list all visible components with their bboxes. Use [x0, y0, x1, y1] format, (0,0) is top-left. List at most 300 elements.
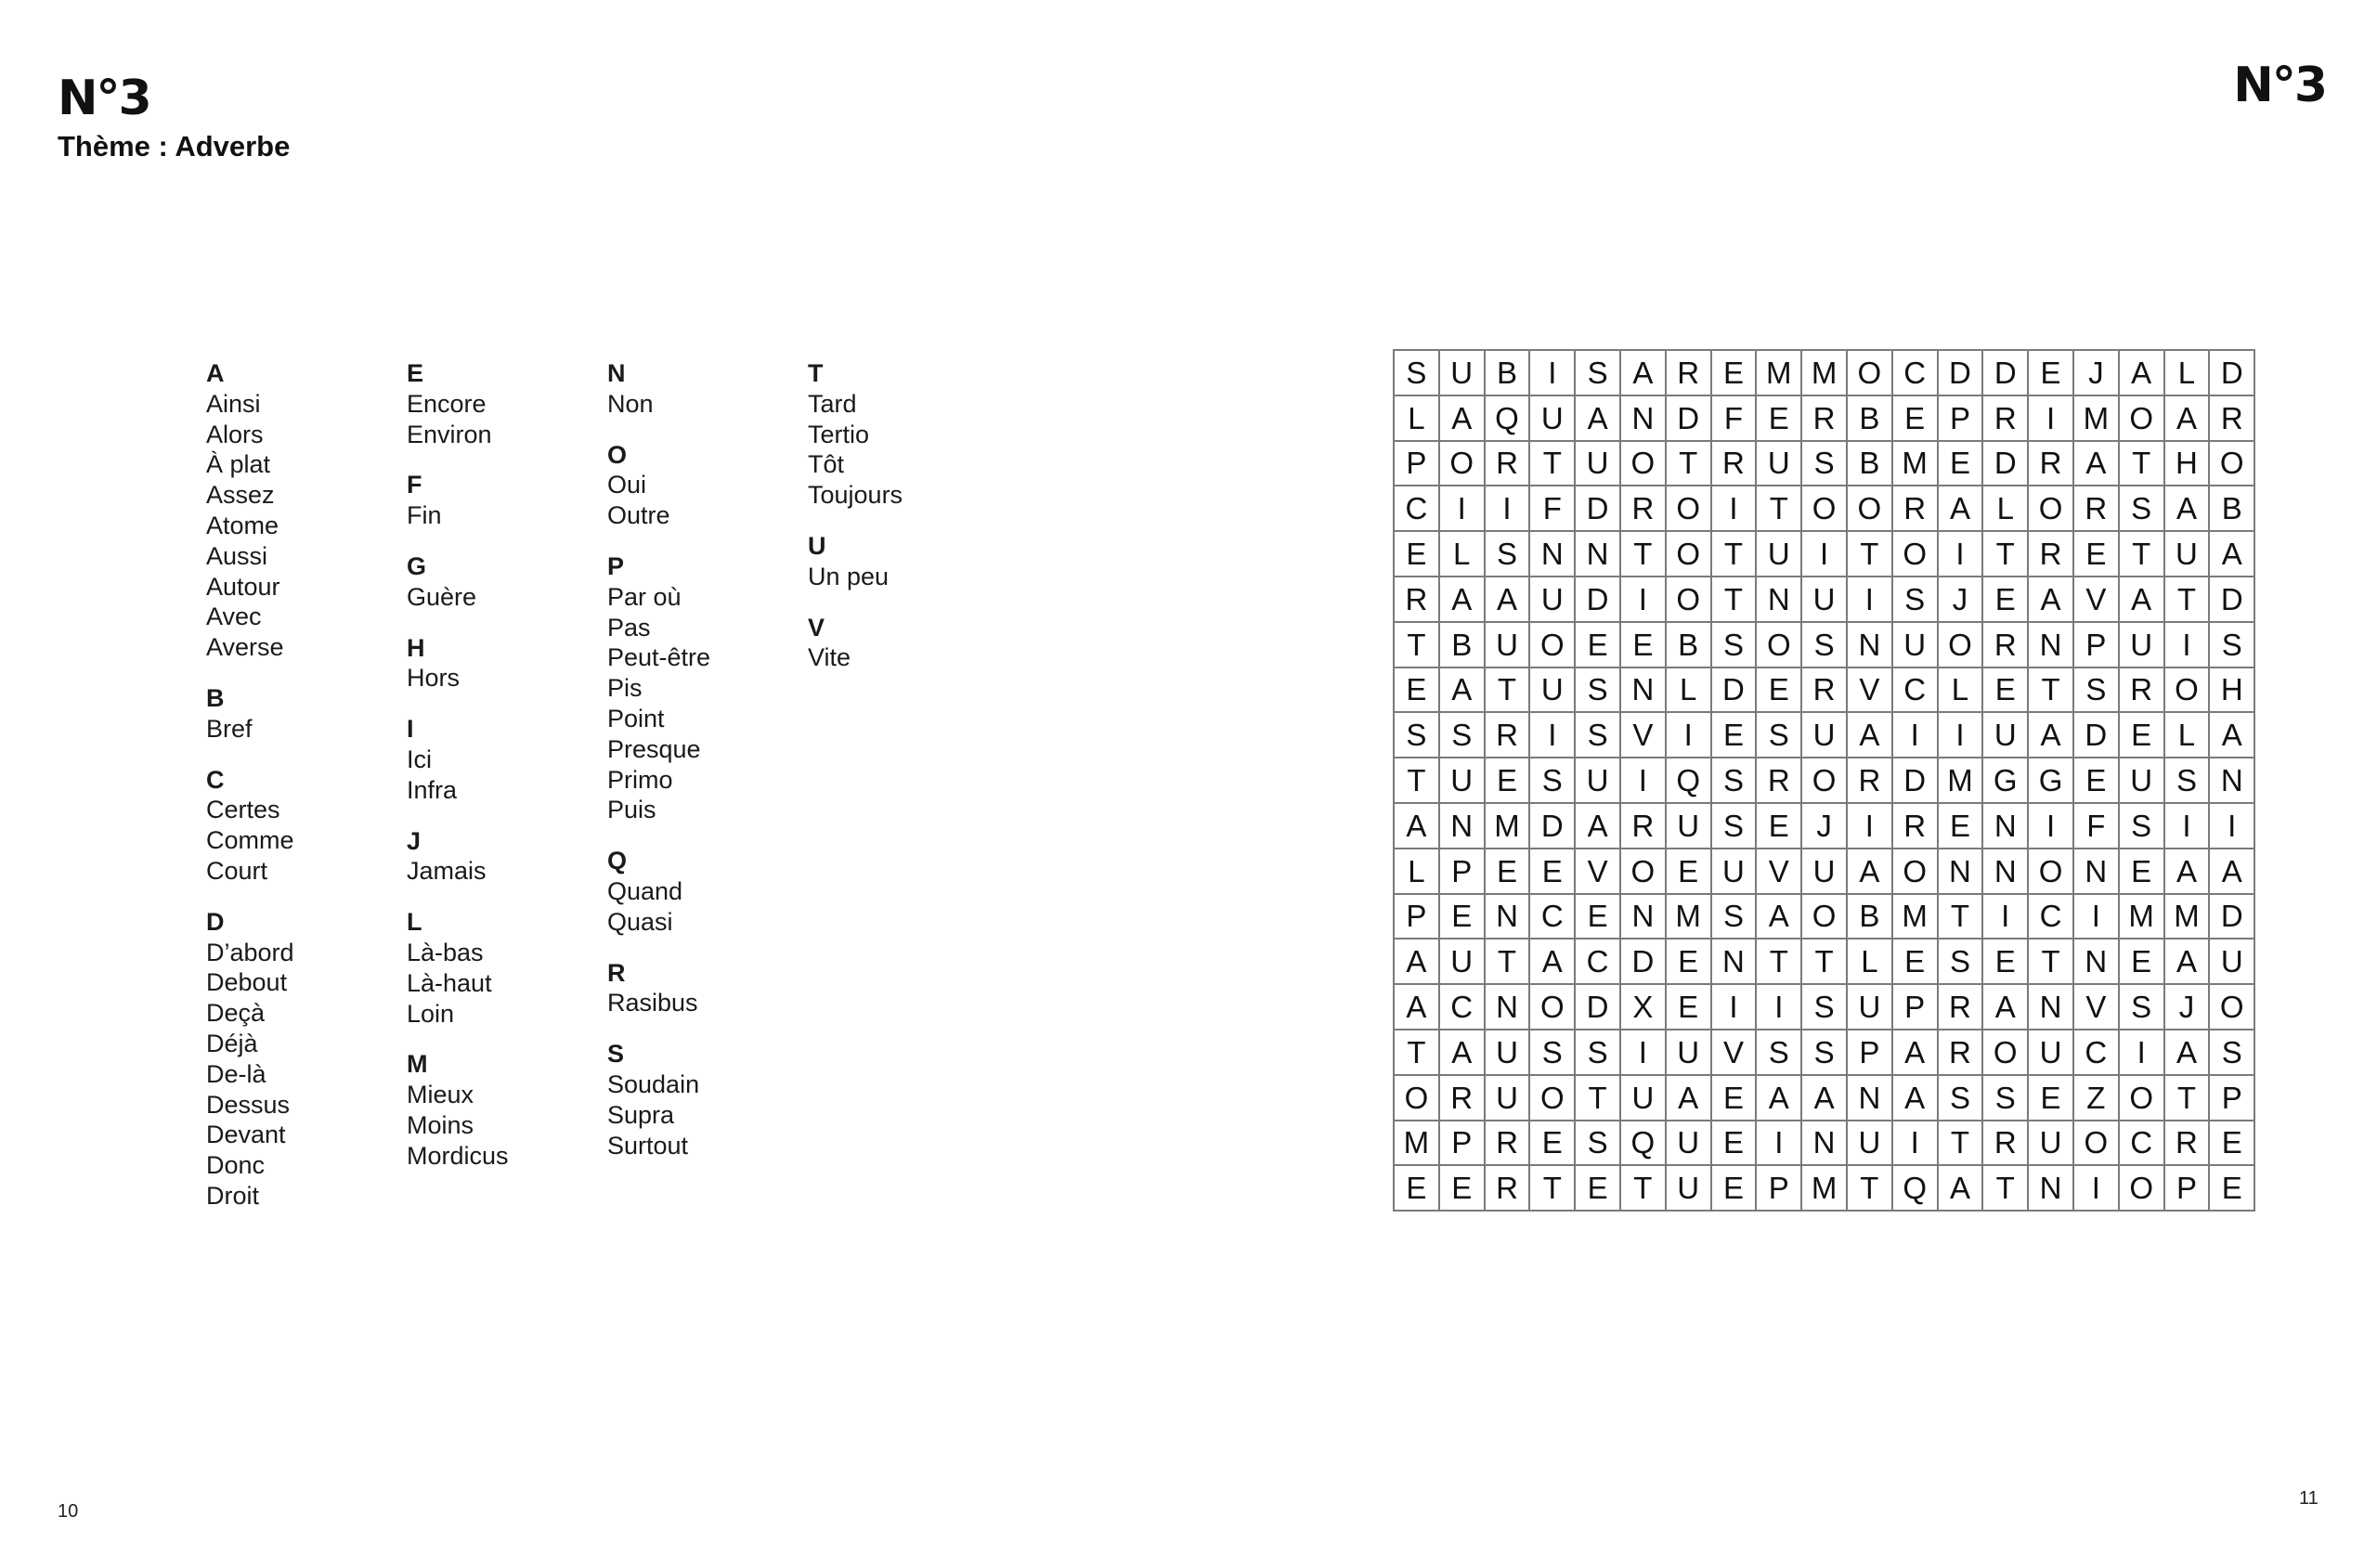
grid-cell[interactable]: V: [1847, 667, 1892, 713]
grid-cell[interactable]: C: [2028, 894, 2073, 940]
grid-cell[interactable]: D: [2209, 894, 2254, 940]
grid-cell[interactable]: E: [1666, 939, 1711, 984]
grid-cell[interactable]: R: [1485, 441, 1530, 486]
grid-cell[interactable]: S: [2164, 758, 2210, 803]
grid-cell[interactable]: T: [2119, 531, 2164, 577]
grid-cell[interactable]: I: [1756, 984, 1801, 1030]
grid-cell[interactable]: I: [1620, 1030, 1666, 1075]
grid-cell[interactable]: S: [1575, 667, 1620, 713]
grid-cell[interactable]: I: [1847, 803, 1892, 849]
grid-cell[interactable]: T: [2028, 939, 2073, 984]
grid-cell[interactable]: E: [1394, 667, 1439, 713]
grid-cell[interactable]: N: [1620, 395, 1666, 441]
grid-cell[interactable]: O: [1439, 441, 1485, 486]
grid-cell[interactable]: P: [2164, 1165, 2210, 1211]
grid-cell[interactable]: R: [1801, 395, 1847, 441]
grid-cell[interactable]: U: [1575, 441, 1620, 486]
grid-cell[interactable]: R: [1485, 712, 1530, 758]
grid-cell[interactable]: E: [1938, 441, 1983, 486]
grid-cell[interactable]: E: [1575, 894, 1620, 940]
grid-cell[interactable]: A: [2028, 577, 2073, 622]
grid-cell[interactable]: U: [2119, 622, 2164, 667]
grid-cell[interactable]: A: [1394, 803, 1439, 849]
grid-cell[interactable]: R: [2164, 1121, 2210, 1166]
grid-cell[interactable]: E: [1529, 1121, 1575, 1166]
grid-cell[interactable]: A: [1485, 577, 1530, 622]
grid-cell[interactable]: U: [1439, 939, 1485, 984]
grid-cell[interactable]: E: [2073, 758, 2119, 803]
grid-cell[interactable]: M: [1666, 894, 1711, 940]
grid-cell[interactable]: U: [1439, 350, 1485, 395]
grid-cell[interactable]: E: [1620, 622, 1666, 667]
grid-cell[interactable]: N: [1847, 1075, 1892, 1121]
grid-cell[interactable]: U: [1666, 1030, 1711, 1075]
grid-cell[interactable]: O: [1801, 894, 1847, 940]
grid-cell[interactable]: B: [2209, 486, 2254, 531]
grid-cell[interactable]: Q: [1485, 395, 1530, 441]
grid-cell[interactable]: N: [2073, 849, 2119, 894]
grid-cell[interactable]: M: [1756, 350, 1801, 395]
grid-cell[interactable]: N: [1938, 849, 1983, 894]
grid-cell[interactable]: E: [1982, 939, 2028, 984]
grid-cell[interactable]: T: [2028, 667, 2073, 713]
grid-cell[interactable]: I: [1666, 712, 1711, 758]
grid-cell[interactable]: E: [1982, 577, 2028, 622]
grid-cell[interactable]: A: [2028, 712, 2073, 758]
grid-cell[interactable]: L: [1439, 531, 1485, 577]
grid-cell[interactable]: H: [2209, 667, 2254, 713]
grid-cell[interactable]: R: [1982, 1121, 2028, 1166]
grid-cell[interactable]: F: [2073, 803, 2119, 849]
grid-cell[interactable]: T: [1575, 1075, 1620, 1121]
grid-cell[interactable]: F: [1711, 395, 1757, 441]
grid-cell[interactable]: R: [1938, 1030, 1983, 1075]
grid-cell[interactable]: I: [1847, 577, 1892, 622]
grid-cell[interactable]: A: [2164, 849, 2210, 894]
grid-cell[interactable]: T: [1620, 531, 1666, 577]
grid-cell[interactable]: V: [1756, 849, 1801, 894]
grid-cell[interactable]: N: [1485, 984, 1530, 1030]
grid-cell[interactable]: P: [1439, 849, 1485, 894]
grid-cell[interactable]: R: [1620, 486, 1666, 531]
grid-cell[interactable]: O: [2028, 849, 2073, 894]
grid-cell[interactable]: M: [2073, 395, 2119, 441]
grid-cell[interactable]: O: [1666, 531, 1711, 577]
grid-cell[interactable]: S: [2119, 803, 2164, 849]
grid-cell[interactable]: V: [2073, 577, 2119, 622]
grid-cell[interactable]: E: [1666, 849, 1711, 894]
grid-cell[interactable]: O: [2119, 1165, 2164, 1211]
grid-cell[interactable]: Q: [1892, 1165, 1938, 1211]
grid-cell[interactable]: A: [1575, 395, 1620, 441]
grid-cell[interactable]: A: [1801, 1075, 1847, 1121]
grid-cell[interactable]: S: [1711, 894, 1757, 940]
grid-cell[interactable]: U: [2028, 1030, 2073, 1075]
grid-cell[interactable]: Q: [1620, 1121, 1666, 1166]
grid-cell[interactable]: D: [1620, 939, 1666, 984]
grid-cell[interactable]: S: [1711, 803, 1757, 849]
grid-cell[interactable]: A: [1847, 712, 1892, 758]
grid-cell[interactable]: L: [1847, 939, 1892, 984]
grid-cell[interactable]: O: [1892, 849, 1938, 894]
grid-cell[interactable]: D: [1575, 984, 1620, 1030]
grid-cell[interactable]: E: [1892, 395, 1938, 441]
grid-cell[interactable]: R: [1801, 667, 1847, 713]
grid-cell[interactable]: R: [2028, 441, 2073, 486]
grid-cell[interactable]: E: [2209, 1165, 2254, 1211]
grid-cell[interactable]: I: [1982, 894, 2028, 940]
grid-cell[interactable]: S: [1575, 1030, 1620, 1075]
grid-cell[interactable]: U: [1620, 1075, 1666, 1121]
grid-cell[interactable]: N: [1847, 622, 1892, 667]
grid-cell[interactable]: N: [1485, 894, 1530, 940]
grid-cell[interactable]: I: [2073, 1165, 2119, 1211]
grid-cell[interactable]: E: [1711, 1121, 1757, 1166]
grid-cell[interactable]: N: [1982, 803, 2028, 849]
grid-cell[interactable]: N: [1439, 803, 1485, 849]
grid-cell[interactable]: R: [2209, 395, 2254, 441]
grid-cell[interactable]: D: [2209, 350, 2254, 395]
grid-cell[interactable]: S: [2209, 622, 2254, 667]
grid-cell[interactable]: E: [1711, 712, 1757, 758]
grid-cell[interactable]: E: [1982, 667, 2028, 713]
grid-cell[interactable]: M: [2119, 894, 2164, 940]
grid-cell[interactable]: N: [1982, 849, 2028, 894]
grid-cell[interactable]: O: [1847, 486, 1892, 531]
grid-cell[interactable]: I: [1620, 758, 1666, 803]
grid-cell[interactable]: U: [1982, 712, 2028, 758]
grid-cell[interactable]: S: [1892, 577, 1938, 622]
grid-cell[interactable]: B: [1847, 894, 1892, 940]
grid-cell[interactable]: O: [1394, 1075, 1439, 1121]
grid-cell[interactable]: E: [2209, 1121, 2254, 1166]
grid-cell[interactable]: T: [1711, 577, 1757, 622]
grid-cell[interactable]: T: [1394, 622, 1439, 667]
grid-cell[interactable]: V: [2073, 984, 2119, 1030]
grid-cell[interactable]: N: [2028, 1165, 2073, 1211]
grid-cell[interactable]: E: [1666, 984, 1711, 1030]
grid-cell[interactable]: L: [2164, 712, 2210, 758]
grid-cell[interactable]: U: [1485, 1075, 1530, 1121]
grid-cell[interactable]: D: [2209, 577, 2254, 622]
grid-cell[interactable]: E: [1938, 803, 1983, 849]
grid-cell[interactable]: T: [2164, 1075, 2210, 1121]
grid-cell[interactable]: S: [1575, 350, 1620, 395]
grid-cell[interactable]: O: [1847, 350, 1892, 395]
grid-cell[interactable]: A: [1575, 803, 1620, 849]
grid-cell[interactable]: U: [2164, 531, 2210, 577]
grid-cell[interactable]: N: [2028, 984, 2073, 1030]
grid-cell[interactable]: E: [1711, 1165, 1757, 1211]
grid-cell[interactable]: V: [1711, 1030, 1757, 1075]
grid-cell[interactable]: I: [1620, 577, 1666, 622]
grid-cell[interactable]: S: [1938, 1075, 1983, 1121]
grid-cell[interactable]: L: [1938, 667, 1983, 713]
grid-cell[interactable]: T: [1756, 486, 1801, 531]
grid-cell[interactable]: E: [1711, 350, 1757, 395]
grid-cell[interactable]: S: [1801, 984, 1847, 1030]
grid-cell[interactable]: E: [2028, 350, 2073, 395]
grid-cell[interactable]: A: [1620, 350, 1666, 395]
grid-cell[interactable]: E: [1439, 894, 1485, 940]
grid-cell[interactable]: S: [1711, 758, 1757, 803]
grid-cell[interactable]: A: [2119, 350, 2164, 395]
grid-cell[interactable]: C: [1892, 350, 1938, 395]
grid-cell[interactable]: T: [1938, 1121, 1983, 1166]
grid-cell[interactable]: P: [1394, 441, 1439, 486]
grid-cell[interactable]: P: [2073, 622, 2119, 667]
grid-cell[interactable]: S: [1982, 1075, 2028, 1121]
grid-cell[interactable]: A: [2164, 486, 2210, 531]
grid-cell[interactable]: A: [2073, 441, 2119, 486]
grid-cell[interactable]: U: [1529, 667, 1575, 713]
grid-cell[interactable]: G: [2028, 758, 2073, 803]
grid-cell[interactable]: P: [1439, 1121, 1485, 1166]
grid-cell[interactable]: O: [1801, 758, 1847, 803]
grid-cell[interactable]: U: [1847, 984, 1892, 1030]
grid-cell[interactable]: T: [1620, 1165, 1666, 1211]
grid-cell[interactable]: N: [2028, 622, 2073, 667]
grid-cell[interactable]: A: [1529, 939, 1575, 984]
grid-cell[interactable]: D: [1575, 577, 1620, 622]
grid-cell[interactable]: O: [2028, 486, 2073, 531]
grid-cell[interactable]: R: [1982, 622, 2028, 667]
grid-cell[interactable]: S: [1756, 1030, 1801, 1075]
grid-cell[interactable]: T: [1847, 1165, 1892, 1211]
grid-cell[interactable]: E: [1756, 667, 1801, 713]
grid-cell[interactable]: O: [1620, 849, 1666, 894]
grid-cell[interactable]: N: [2209, 758, 2254, 803]
grid-cell[interactable]: D: [1529, 803, 1575, 849]
grid-cell[interactable]: R: [2028, 531, 2073, 577]
grid-cell[interactable]: I: [1529, 350, 1575, 395]
grid-cell[interactable]: T: [2119, 441, 2164, 486]
grid-cell[interactable]: T: [1394, 1030, 1439, 1075]
grid-cell[interactable]: U: [2209, 939, 2254, 984]
grid-cell[interactable]: S: [1394, 712, 1439, 758]
grid-cell[interactable]: G: [1982, 758, 2028, 803]
grid-cell[interactable]: D: [1982, 441, 2028, 486]
grid-cell[interactable]: E: [1439, 1165, 1485, 1211]
grid-cell[interactable]: V: [1575, 849, 1620, 894]
grid-cell[interactable]: H: [2164, 441, 2210, 486]
grid-cell[interactable]: S: [1938, 939, 1983, 984]
grid-cell[interactable]: O: [1938, 622, 1983, 667]
grid-cell[interactable]: A: [1439, 1030, 1485, 1075]
grid-cell[interactable]: T: [1847, 531, 1892, 577]
grid-cell[interactable]: A: [1394, 939, 1439, 984]
grid-cell[interactable]: U: [1575, 758, 1620, 803]
grid-cell[interactable]: E: [1892, 939, 1938, 984]
grid-cell[interactable]: A: [1892, 1030, 1938, 1075]
grid-cell[interactable]: I: [2119, 1030, 2164, 1075]
grid-cell[interactable]: B: [1847, 395, 1892, 441]
grid-cell[interactable]: E: [1394, 1165, 1439, 1211]
grid-cell[interactable]: U: [1892, 622, 1938, 667]
grid-cell[interactable]: T: [1666, 441, 1711, 486]
grid-cell[interactable]: N: [1711, 939, 1757, 984]
grid-cell[interactable]: S: [1801, 441, 1847, 486]
grid-cell[interactable]: I: [1485, 486, 1530, 531]
grid-cell[interactable]: B: [1666, 622, 1711, 667]
grid-cell[interactable]: P: [1892, 984, 1938, 1030]
grid-cell[interactable]: I: [2209, 803, 2254, 849]
grid-cell[interactable]: I: [1439, 486, 1485, 531]
grid-cell[interactable]: I: [1529, 712, 1575, 758]
grid-cell[interactable]: U: [1666, 1121, 1711, 1166]
grid-cell[interactable]: S: [1756, 712, 1801, 758]
grid-cell[interactable]: M: [1801, 1165, 1847, 1211]
grid-cell[interactable]: I: [2164, 803, 2210, 849]
grid-cell[interactable]: S: [2119, 486, 2164, 531]
grid-cell[interactable]: N: [1529, 531, 1575, 577]
grid-cell[interactable]: I: [2164, 622, 2210, 667]
grid-cell[interactable]: R: [1756, 758, 1801, 803]
grid-cell[interactable]: M: [1892, 441, 1938, 486]
grid-cell[interactable]: J: [1938, 577, 1983, 622]
grid-cell[interactable]: L: [1394, 395, 1439, 441]
grid-cell[interactable]: N: [1756, 577, 1801, 622]
grid-cell[interactable]: L: [1394, 849, 1439, 894]
grid-cell[interactable]: S: [1439, 712, 1485, 758]
grid-cell[interactable]: T: [1756, 939, 1801, 984]
grid-cell[interactable]: A: [1394, 984, 1439, 1030]
grid-cell[interactable]: E: [1485, 849, 1530, 894]
grid-cell[interactable]: I: [1756, 1121, 1801, 1166]
grid-cell[interactable]: U: [1801, 849, 1847, 894]
grid-cell[interactable]: E: [2028, 1075, 2073, 1121]
grid-cell[interactable]: A: [1982, 984, 2028, 1030]
grid-cell[interactable]: I: [1711, 984, 1757, 1030]
grid-cell[interactable]: I: [2073, 894, 2119, 940]
grid-cell[interactable]: A: [1439, 577, 1485, 622]
grid-cell[interactable]: N: [2073, 939, 2119, 984]
grid-cell[interactable]: T: [1801, 939, 1847, 984]
grid-cell[interactable]: M: [1892, 894, 1938, 940]
grid-cell[interactable]: V: [1620, 712, 1666, 758]
grid-cell[interactable]: N: [1801, 1121, 1847, 1166]
grid-cell[interactable]: D: [2073, 712, 2119, 758]
grid-cell[interactable]: S: [1485, 531, 1530, 577]
grid-cell[interactable]: O: [1666, 577, 1711, 622]
grid-cell[interactable]: R: [1394, 577, 1439, 622]
grid-cell[interactable]: C: [1439, 984, 1485, 1030]
grid-cell[interactable]: O: [2119, 395, 2164, 441]
grid-cell[interactable]: R: [2119, 667, 2164, 713]
grid-cell[interactable]: T: [1711, 531, 1757, 577]
grid-cell[interactable]: T: [1982, 531, 2028, 577]
grid-cell[interactable]: S: [1801, 622, 1847, 667]
grid-cell[interactable]: U: [1666, 1165, 1711, 1211]
grid-cell[interactable]: R: [1666, 350, 1711, 395]
grid-cell[interactable]: C: [1394, 486, 1439, 531]
grid-cell[interactable]: O: [1756, 622, 1801, 667]
grid-cell[interactable]: S: [1529, 1030, 1575, 1075]
grid-cell[interactable]: E: [1756, 395, 1801, 441]
grid-cell[interactable]: S: [2209, 1030, 2254, 1075]
grid-cell[interactable]: S: [1711, 622, 1757, 667]
grid-cell[interactable]: I: [1801, 531, 1847, 577]
grid-cell[interactable]: U: [1756, 531, 1801, 577]
grid-cell[interactable]: E: [2119, 712, 2164, 758]
grid-cell[interactable]: M: [1801, 350, 1847, 395]
grid-cell[interactable]: L: [1666, 667, 1711, 713]
grid-cell[interactable]: C: [1892, 667, 1938, 713]
grid-cell[interactable]: A: [2209, 849, 2254, 894]
grid-cell[interactable]: M: [1394, 1121, 1439, 1166]
grid-cell[interactable]: A: [1847, 849, 1892, 894]
grid-cell[interactable]: O: [2164, 667, 2210, 713]
grid-cell[interactable]: S: [2073, 667, 2119, 713]
grid-cell[interactable]: O: [2209, 441, 2254, 486]
grid-cell[interactable]: Q: [1666, 758, 1711, 803]
grid-cell[interactable]: A: [2209, 712, 2254, 758]
grid-cell[interactable]: P: [1394, 894, 1439, 940]
grid-cell[interactable]: P: [1756, 1165, 1801, 1211]
grid-cell[interactable]: I: [2028, 803, 2073, 849]
grid-cell[interactable]: S: [1394, 350, 1439, 395]
grid-cell[interactable]: E: [1575, 1165, 1620, 1211]
grid-cell[interactable]: R: [1485, 1121, 1530, 1166]
grid-cell[interactable]: T: [2164, 577, 2210, 622]
grid-cell[interactable]: R: [1485, 1165, 1530, 1211]
grid-cell[interactable]: E: [1711, 1075, 1757, 1121]
grid-cell[interactable]: L: [2164, 350, 2210, 395]
grid-cell[interactable]: A: [1938, 1165, 1983, 1211]
grid-cell[interactable]: A: [2164, 1030, 2210, 1075]
grid-cell[interactable]: U: [1485, 1030, 1530, 1075]
grid-cell[interactable]: U: [2028, 1121, 2073, 1166]
grid-cell[interactable]: O: [1982, 1030, 2028, 1075]
grid-cell[interactable]: C: [2073, 1030, 2119, 1075]
grid-cell[interactable]: U: [1801, 577, 1847, 622]
grid-cell[interactable]: A: [1439, 667, 1485, 713]
grid-cell[interactable]: T: [1529, 441, 1575, 486]
grid-cell[interactable]: J: [2164, 984, 2210, 1030]
grid-cell[interactable]: U: [1529, 395, 1575, 441]
grid-cell[interactable]: R: [1847, 758, 1892, 803]
grid-cell[interactable]: R: [1982, 395, 2028, 441]
grid-cell[interactable]: C: [1529, 894, 1575, 940]
grid-cell[interactable]: T: [1485, 667, 1530, 713]
grid-cell[interactable]: U: [1711, 849, 1757, 894]
grid-cell[interactable]: A: [2164, 395, 2210, 441]
grid-cell[interactable]: E: [1756, 803, 1801, 849]
grid-cell[interactable]: R: [1892, 486, 1938, 531]
grid-cell[interactable]: I: [1938, 531, 1983, 577]
grid-cell[interactable]: A: [1439, 395, 1485, 441]
grid-cell[interactable]: S: [2119, 984, 2164, 1030]
grid-cell[interactable]: B: [1485, 350, 1530, 395]
grid-cell[interactable]: A: [2164, 939, 2210, 984]
grid-cell[interactable]: C: [1575, 939, 1620, 984]
grid-cell[interactable]: E: [2073, 531, 2119, 577]
grid-cell[interactable]: Z: [2073, 1075, 2119, 1121]
grid-cell[interactable]: O: [1801, 486, 1847, 531]
grid-cell[interactable]: J: [2073, 350, 2119, 395]
grid-cell[interactable]: E: [1394, 531, 1439, 577]
grid-cell[interactable]: D: [1892, 758, 1938, 803]
grid-cell[interactable]: F: [1529, 486, 1575, 531]
grid-cell[interactable]: O: [1666, 486, 1711, 531]
grid-cell[interactable]: U: [1801, 712, 1847, 758]
grid-cell[interactable]: S: [1575, 712, 1620, 758]
grid-cell[interactable]: T: [1485, 939, 1530, 984]
grid-cell[interactable]: I: [1711, 486, 1757, 531]
grid-cell[interactable]: D: [1982, 350, 2028, 395]
grid-cell[interactable]: N: [1575, 531, 1620, 577]
grid-cell[interactable]: S: [1529, 758, 1575, 803]
